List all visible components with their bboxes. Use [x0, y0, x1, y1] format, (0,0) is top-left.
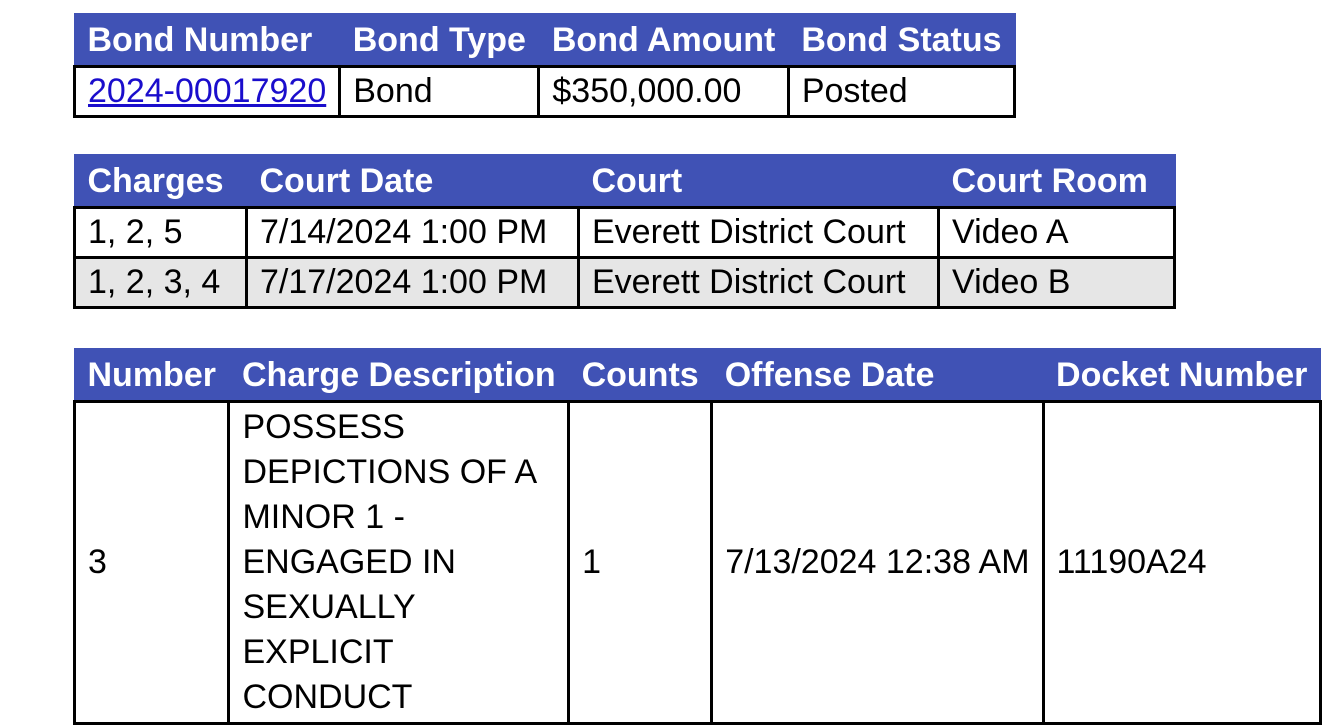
header-counts: Counts: [569, 349, 712, 402]
header-number: Number: [75, 349, 229, 402]
charge-description-cell: POSSESS DEPICTIONS OF A MINOR 1 - ENGAGED IN SEXUALLY EXPLICIT CONDUCT: [229, 402, 569, 724]
offense-date-cell: 7/13/2024 12:38 AM: [712, 402, 1043, 724]
charges-cell: 1, 2, 5: [75, 208, 247, 258]
charge-table-viewport[interactable]: [73, 348, 1308, 728]
table-row: [75, 208, 1175, 258]
header-court: Court: [579, 155, 939, 208]
charges-cell: 1, 2, 3, 4: [75, 258, 247, 308]
header-court-date: Court Date: [247, 155, 579, 208]
bond-number-cell: [75, 67, 340, 117]
table-row: [75, 67, 1015, 117]
court-cell: Everett District Court: [579, 208, 939, 258]
charge-number-cell: 3: [75, 402, 229, 724]
header-bond-type: Bond Type: [340, 14, 539, 67]
header-bond-amount: Bond Amount: [539, 14, 788, 67]
bond-table: [73, 13, 1016, 118]
court-date-cell: 7/17/2024 1:00 PM: [247, 258, 579, 308]
counts-cell: 1: [569, 402, 712, 724]
header-bond-status: Bond Status: [788, 14, 1014, 67]
bond-table-header-row: [75, 14, 1015, 67]
header-bond-number: Bond Number: [75, 14, 340, 67]
header-charges: Charges: [75, 155, 247, 208]
court-room-cell: Video A: [939, 208, 1175, 258]
bond-status-cell: Posted: [788, 67, 1014, 117]
header-charge-description: Charge Description: [229, 349, 569, 402]
court-date-cell: 7/14/2024 1:00 PM: [247, 208, 579, 258]
charge-table-header-row: [75, 349, 1321, 402]
header-court-room: Court Room: [939, 155, 1175, 208]
table-row: [75, 402, 1321, 724]
charge-details-table: [73, 348, 1322, 725]
table-row: [75, 258, 1175, 308]
bond-number-link[interactable]: 2024-00017920: [88, 72, 327, 111]
court-table-header-row: [75, 155, 1175, 208]
court-cell: Everett District Court: [579, 258, 939, 308]
bond-type-cell: Bond: [340, 67, 539, 117]
header-offense-date: Offense Date: [712, 349, 1043, 402]
bond-amount-cell: $350,000.00: [539, 67, 788, 117]
court-room-cell: Video B: [939, 258, 1175, 308]
court-dates-table: [73, 154, 1176, 309]
docket-number-cell: 11190A24: [1043, 402, 1320, 724]
header-docket-number: Docket Number: [1043, 349, 1320, 402]
